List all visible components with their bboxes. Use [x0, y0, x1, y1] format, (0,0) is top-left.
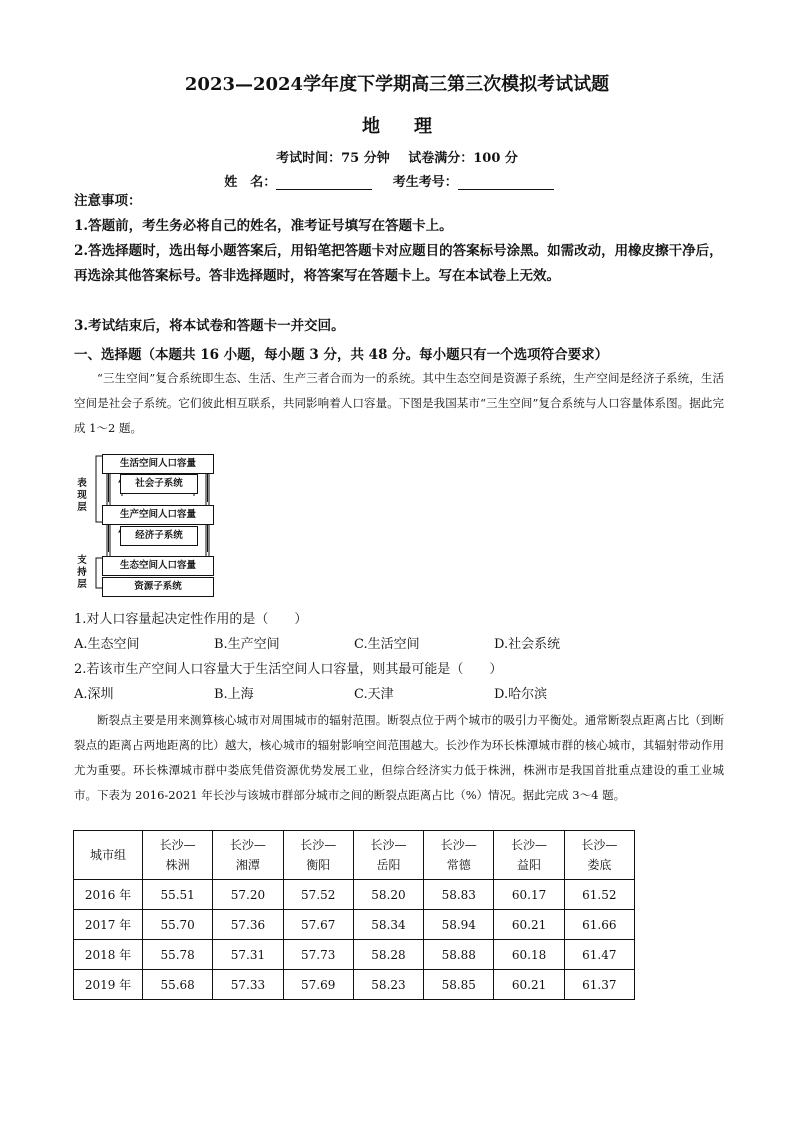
- q1-option-d: D.社会系统: [494, 637, 561, 652]
- notice-item-1: 1.答题前，考生务必将自己的姓名，准考证号填写在答题卡上。: [74, 218, 453, 234]
- name-line: [0, 171, 794, 190]
- cell: 58.94: [424, 910, 494, 940]
- cell: 55.68: [143, 970, 213, 1000]
- subject-title: 地理: [362, 116, 466, 137]
- label-support-layer: 支持层: [77, 555, 87, 590]
- table-row: [74, 880, 635, 910]
- cell: 58.34: [353, 910, 423, 940]
- notice-item-2: 2.答选择题时，选出每小题答案后，用铅笔把答题卡对应题目的答案标号涂黑。如需改动，用橡皮擦干净后，再选涂其他答案标号。答非选择题时，将答案写在答题卡上。写在本试卷上无效。: [74, 243, 723, 284]
- row-year: 2016 年: [74, 880, 143, 910]
- question-2-options: [74, 683, 634, 702]
- label-performance-layer: 表现层: [77, 478, 87, 513]
- cell: 61.47: [564, 940, 634, 970]
- table-header-row: [74, 831, 635, 880]
- full-score: 试卷满分：100 分: [408, 151, 518, 166]
- three-space-diagram: [74, 450, 234, 598]
- box-production-capacity: 生产空间人口容量: [102, 505, 214, 525]
- box-ecology-capacity: 生态空间人口容量: [102, 556, 214, 576]
- breakpoint-table: [73, 830, 635, 1000]
- cell: 55.78: [143, 940, 213, 970]
- q2-option-a: A.深圳: [74, 687, 114, 702]
- cell: 58.83: [424, 880, 494, 910]
- box-economic-system: 经济子系统: [120, 526, 198, 546]
- cell: 57.67: [283, 910, 353, 940]
- cell: 60.18: [494, 940, 564, 970]
- col-header: 长沙— 株洲: [143, 831, 213, 880]
- cell: 57.31: [213, 940, 283, 970]
- section-heading: 一、选择题（本题共 16 小题，每小题 3 分，共 48 分。每小题只有一个选项符合要求）: [74, 347, 609, 363]
- cell: 60.21: [494, 910, 564, 940]
- q2-option-c: C.天津: [354, 687, 394, 702]
- cell: 58.85: [424, 970, 494, 1000]
- cell: 61.37: [564, 970, 634, 1000]
- q2-option-d: D.哈尔滨: [494, 687, 548, 702]
- cell: 55.70: [143, 910, 213, 940]
- col-header: 长沙— 衡阳: [283, 831, 353, 880]
- cell: 61.52: [564, 880, 634, 910]
- exam-time: 考试时间：75 分钟: [276, 151, 390, 166]
- notice-heading: 注意事项：: [74, 193, 142, 209]
- exam-info: [0, 147, 794, 166]
- question-2-stem: 2.若该市生产空间人口容量大于生活空间人口容量，则其最可能是（ ）: [74, 662, 503, 677]
- name-label: 姓 名：: [224, 175, 277, 190]
- cell: 57.73: [283, 940, 353, 970]
- question-1-stem: 1.对人口容量起决定性作用的是（ ）: [74, 612, 308, 627]
- row-year: 2017 年: [74, 910, 143, 940]
- cell: 58.88: [424, 940, 494, 970]
- cell: 57.36: [213, 910, 283, 940]
- cell: 60.21: [494, 970, 564, 1000]
- q1-option-c: C.生活空间: [354, 637, 420, 652]
- cell: 60.17: [494, 880, 564, 910]
- q1-option-b: B.生产空间: [214, 637, 280, 652]
- name-blank: [276, 176, 372, 190]
- exam-no-blank: [458, 176, 554, 190]
- col-header: 长沙— 娄底: [564, 831, 634, 880]
- notice-item-3: 3.考试结束后，将本试卷和答题卡一并交回。: [74, 318, 345, 334]
- cell: 61.66: [564, 910, 634, 940]
- cell: 57.20: [213, 880, 283, 910]
- row-year: 2019 年: [74, 970, 143, 1000]
- col-header: 长沙— 益阳: [494, 831, 564, 880]
- col-header: 长沙— 岳阳: [353, 831, 423, 880]
- passage-1: “三生空间”复合系统即生态、生活、生产三者合而为一的系统。其中生态空间是资源子系统，生产空间是经济子系统，生活空间是社会子系统。它们彼此相互联系，共同影响着人口容量。下图是我国某市“三生空间”复合系统与人口容量体系图。据此完成 1～2 题。: [74, 371, 724, 435]
- cell: 58.20: [353, 880, 423, 910]
- cell: 57.33: [213, 970, 283, 1000]
- col-header: 长沙— 常德: [424, 831, 494, 880]
- table-corner: 城市组: [74, 831, 143, 880]
- cell: 58.23: [353, 970, 423, 1000]
- cell: 57.52: [283, 880, 353, 910]
- cell: 55.51: [143, 880, 213, 910]
- q1-option-a: A.生态空间: [74, 637, 140, 652]
- cell: 57.69: [283, 970, 353, 1000]
- exam-no-label: 考生考号：: [392, 175, 458, 190]
- table-row: [74, 910, 635, 940]
- question-1-options: [74, 633, 634, 652]
- exam-title: 2023—2024学年度下学期高三第三次模拟考试试题: [184, 74, 610, 95]
- q2-option-b: B.上海: [214, 687, 254, 702]
- passage-2: 断裂点主要是用来测算核心城市对周围城市的辐射范围。断裂点位于两个城市的吸引力平衡处。通常断裂点距离占比（到断裂点的距离占两地距离的比）越大，核心城市的辐射影响空间范围越大。长沙作为环长株潭城市群的核心城市，其辐射带动作用尤为重要。环长株潭城市群中娄底凭借资源优势发展工业，但综合经济实力低于株洲，株洲市是我国首批重点建设的重工业城市。下表为 2016-2021 年长沙与该城市群部分城市之间的断裂点距离占比（%）情况。据此完成 3～4 题。: [74, 713, 724, 802]
- cell: 58.28: [353, 940, 423, 970]
- row-year: 2018 年: [74, 940, 143, 970]
- box-resource-system: 资源子系统: [102, 577, 214, 597]
- table-row: [74, 970, 635, 1000]
- box-social-system: 社会子系统: [120, 474, 198, 494]
- box-life-capacity: 生活空间人口容量: [102, 454, 214, 474]
- table-row: [74, 940, 635, 970]
- col-header: 长沙— 湘潭: [213, 831, 283, 880]
